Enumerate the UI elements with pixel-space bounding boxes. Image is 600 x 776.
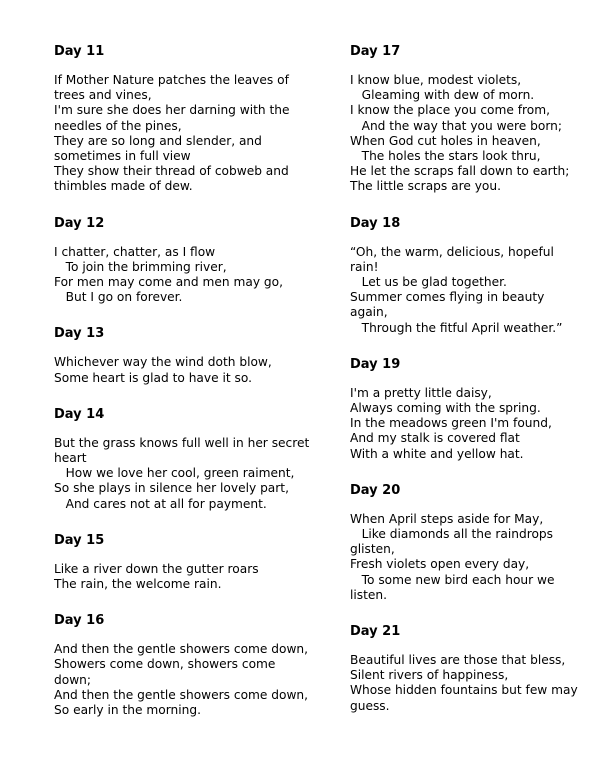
poem-line: When April steps aside for May, bbox=[350, 511, 544, 526]
poem-line: Fresh violets open every day, bbox=[350, 557, 530, 572]
poem-line: Like diamonds all the raindrops bbox=[350, 527, 553, 542]
poem-line: sometimes in full view bbox=[54, 149, 191, 164]
poem-line: Whose hidden fountains but few may bbox=[350, 683, 578, 698]
day-heading: Day 18 bbox=[350, 215, 401, 231]
poem-line: guess. bbox=[350, 698, 390, 713]
poem-line: Summer comes flying in beauty bbox=[350, 290, 545, 305]
day-heading: Day 17 bbox=[350, 44, 401, 59]
poem-entry bbox=[54, 613, 312, 718]
poem-line: Whichever way the wind doth blow, bbox=[54, 355, 272, 370]
poem-entry bbox=[54, 533, 312, 592]
day-heading: Day 13 bbox=[54, 326, 105, 342]
day-heading: Day 16 bbox=[54, 613, 105, 629]
poem-line: If Mother Nature patches the leaves of bbox=[54, 73, 289, 87]
poem-line: I know blue, modest violets, bbox=[350, 73, 522, 87]
poem-line: And the way that you were born; bbox=[350, 118, 562, 133]
right-column bbox=[350, 44, 578, 735]
poem-entry bbox=[350, 624, 578, 714]
poem-entry bbox=[350, 216, 572, 336]
poem-entry bbox=[54, 326, 312, 385]
day-heading: Day 14 bbox=[54, 406, 105, 422]
poem-line: again, bbox=[350, 305, 388, 320]
poem-line: The little scraps are you. bbox=[350, 179, 501, 194]
poem-line: Always coming with the spring. bbox=[350, 401, 541, 416]
poem-line: When God cut holes in heaven, bbox=[350, 133, 541, 148]
poem-line: I chatter, chatter, as I flow bbox=[54, 244, 216, 259]
poem-line: Silent rivers of happiness, bbox=[350, 668, 509, 683]
poem-line: “Oh, the warm, delicious, hopeful bbox=[350, 244, 554, 259]
poem-line: listen. bbox=[350, 587, 387, 602]
day-heading: Day 19 bbox=[350, 356, 401, 372]
poem-entry bbox=[54, 44, 312, 195]
poem-line: So early in the morning. bbox=[54, 703, 201, 718]
poem-line: But the grass knows full well in her secret bbox=[54, 435, 310, 450]
poem-line: And then the gentle showers come down, bbox=[54, 687, 309, 702]
poem-line: heart bbox=[54, 451, 87, 466]
left-column bbox=[54, 44, 312, 739]
poem-line: The rain, the welcome rain. bbox=[54, 577, 222, 592]
poem-line: Like a river down the gutter roars bbox=[54, 561, 259, 576]
day-heading: Day 21 bbox=[350, 624, 401, 640]
poem-line: needles of the pines, bbox=[54, 118, 182, 133]
poem-entry bbox=[350, 357, 572, 462]
poem-line: Gleaming with dew of morn. bbox=[350, 88, 535, 103]
poem-line: I know the place you come from, bbox=[350, 103, 550, 118]
poem-line: For men may come and men may go, bbox=[54, 275, 283, 290]
poem-line: He let the scraps fall down to earth; bbox=[350, 164, 570, 179]
poem-line: thimbles made of dew. bbox=[54, 179, 193, 194]
poem-line: To some new bird each hour we bbox=[350, 572, 555, 587]
poem-line: They show their thread of cobweb and bbox=[54, 164, 289, 179]
poem-line: So she plays in silence her lovely part, bbox=[54, 481, 289, 496]
poem-line: down; bbox=[54, 672, 91, 687]
poem-line: I'm a pretty little daisy, bbox=[350, 385, 492, 400]
poem-line: How we love her cool, green raiment, bbox=[54, 466, 295, 481]
poem-line: They are so long and slender, and bbox=[54, 133, 262, 148]
poem-line: glisten, bbox=[350, 542, 395, 557]
poem-line: Showers come down, showers come bbox=[54, 657, 276, 672]
poem-line: With a white and yellow hat. bbox=[350, 446, 524, 461]
poem-line: And cares not at all for payment. bbox=[54, 496, 267, 511]
poem-line: rain! bbox=[350, 259, 379, 274]
poem-line: Beautiful lives are those that bless, bbox=[350, 653, 566, 668]
day-heading: Day 12 bbox=[54, 215, 105, 231]
poem-entry bbox=[350, 44, 572, 195]
poem-line: And my stalk is covered flat bbox=[350, 431, 520, 446]
poem-line: To join the brimming river, bbox=[54, 259, 227, 274]
poem-line: Let us be glad together. bbox=[350, 275, 507, 290]
day-heading: Day 15 bbox=[54, 532, 105, 548]
poem-entry bbox=[54, 216, 312, 306]
poem-entry bbox=[350, 483, 572, 603]
poem-line: I'm sure she does her darning with the bbox=[54, 103, 290, 118]
poem-line: But I go on forever. bbox=[54, 290, 183, 305]
poem-line: And then the gentle showers come down, bbox=[54, 642, 309, 657]
poem-line: Some heart is glad to have it so. bbox=[54, 370, 252, 385]
day-heading: Day 20 bbox=[350, 482, 401, 498]
poem-line: trees and vines, bbox=[54, 88, 152, 103]
poem-line: In the meadows green I'm found, bbox=[350, 416, 552, 431]
poem-line: Through the fitful April weather.” bbox=[350, 320, 563, 335]
poem-line: The holes the stars look thru, bbox=[350, 149, 541, 164]
poem-entry bbox=[54, 407, 312, 512]
day-heading: Day 11 bbox=[54, 44, 105, 59]
